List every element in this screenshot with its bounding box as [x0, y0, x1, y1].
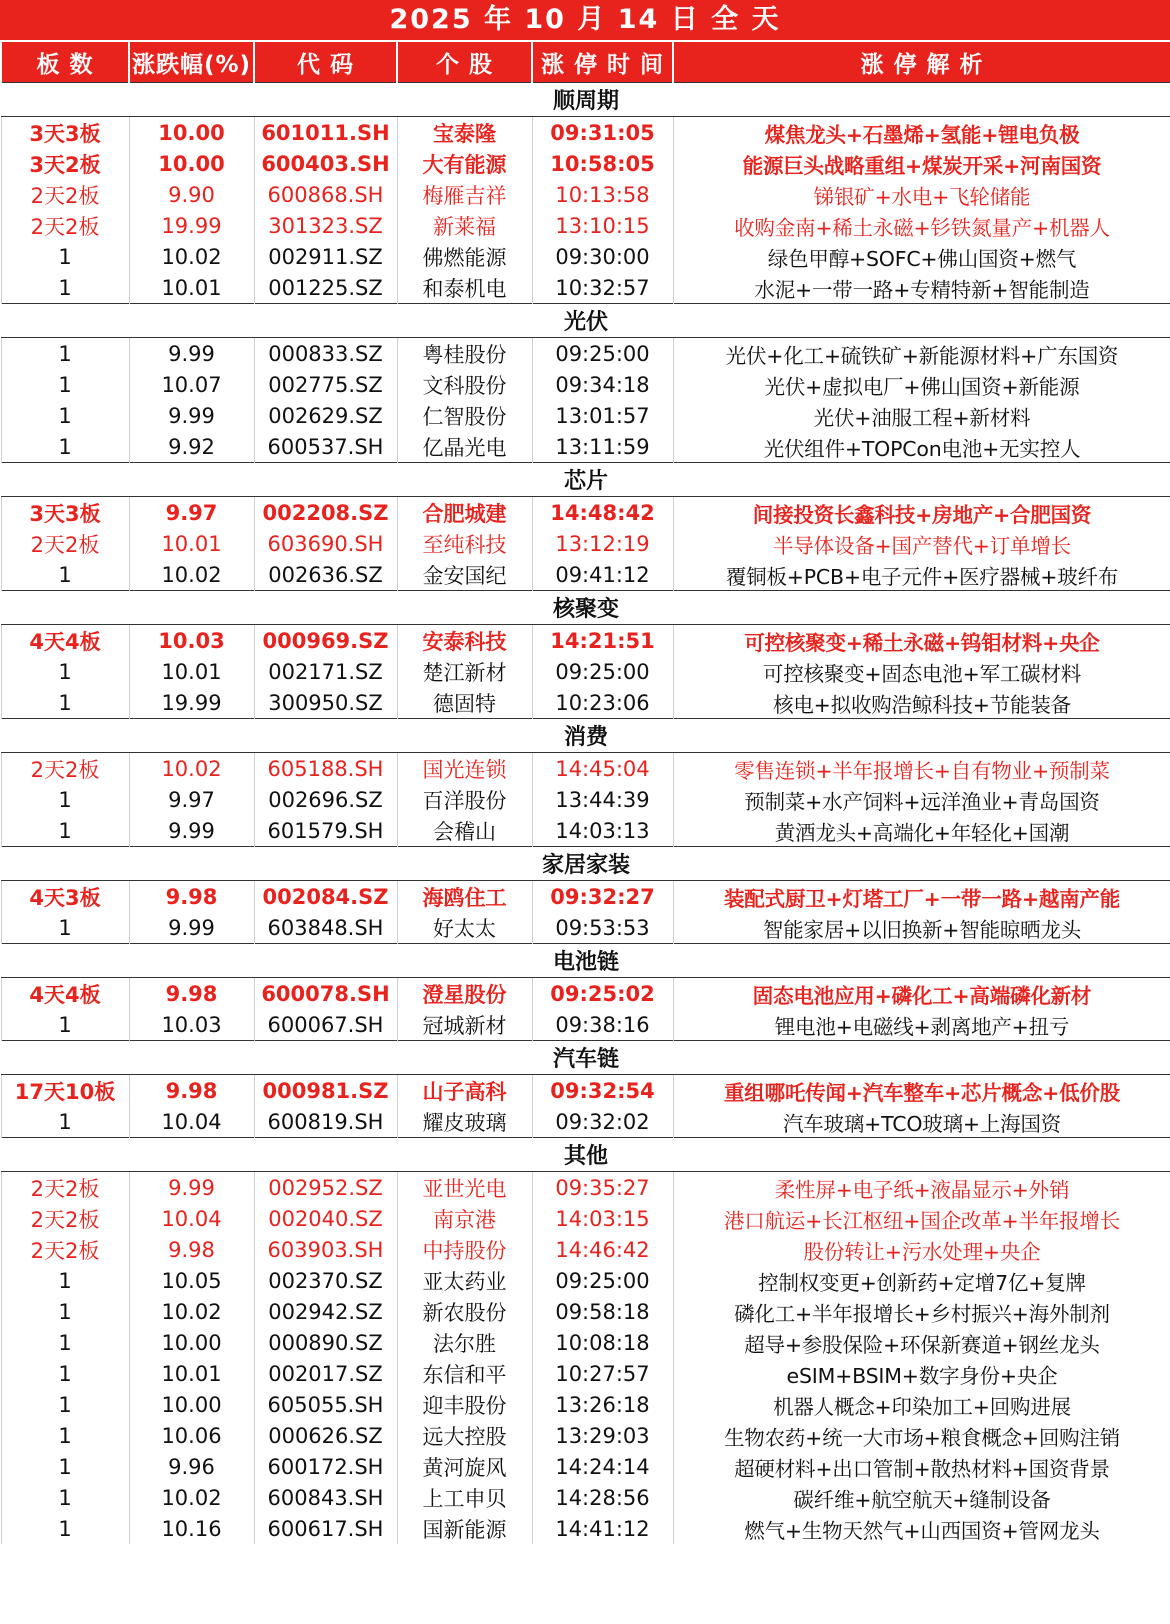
table-row	[1, 148, 1170, 179]
limit-time-cell: 09:53:53	[532, 912, 673, 944]
table-row	[1, 497, 1170, 529]
table-row	[1, 400, 1170, 431]
limit-time-cell: 10:08:18	[532, 1327, 673, 1358]
stock-code-cell: 000626.SZ	[254, 1420, 397, 1451]
limit-time-cell: 14:41:12	[532, 1513, 673, 1544]
analysis-cell: eSIM+BSIM+数字身份+央企	[673, 1358, 1170, 1389]
analysis-cell: 半导体设备+国产替代+订单增长	[673, 528, 1170, 559]
change-pct-cell: 19.99	[129, 687, 254, 719]
stock-code-cell: 605188.SH	[254, 753, 397, 785]
table-row	[1, 656, 1170, 687]
board-count-cell: 1	[1, 272, 129, 304]
limit-time-cell: 09:32:54	[532, 1075, 673, 1107]
board-count-cell: 4天4板	[1, 978, 129, 1010]
stock-code-cell: 000833.SZ	[254, 338, 397, 370]
analysis-cell: 柔性屏+电子纸+液晶显示+外销	[673, 1172, 1170, 1204]
limit-time-cell: 13:10:15	[532, 210, 673, 241]
change-pct-cell: 10.01	[129, 272, 254, 304]
table-row	[1, 1075, 1170, 1107]
sheet-title: 2025 年 10 月 14 日 全 天	[0, 0, 1170, 42]
section-title: 其他	[1, 1138, 1170, 1172]
table-body	[1, 83, 1170, 1545]
change-pct-cell: 10.02	[129, 1482, 254, 1513]
section-row	[1, 944, 1170, 978]
stock-name-cell: 新农股份	[397, 1296, 532, 1327]
analysis-cell: 可控核聚变+稀土永磁+钨钼材料+央企	[673, 625, 1170, 657]
table-row	[1, 912, 1170, 944]
board-count-cell: 1	[1, 559, 129, 591]
analysis-cell: 预制菜+水产饲料+远洋渔业+青岛国资	[673, 784, 1170, 815]
limit-time-cell: 13:26:18	[532, 1389, 673, 1420]
stock-code-cell: 002636.SZ	[254, 559, 397, 591]
change-pct-cell: 9.99	[129, 815, 254, 847]
limit-time-cell: 10:13:58	[532, 179, 673, 210]
stock-name-cell: 亿晶光电	[397, 431, 532, 463]
table-row	[1, 1482, 1170, 1513]
header-limit-time: 涨 停 时 间	[532, 42, 673, 83]
stock-name-cell: 澄星股份	[397, 978, 532, 1010]
stock-code-cell: 002629.SZ	[254, 400, 397, 431]
stock-name-cell: 粤桂股份	[397, 338, 532, 370]
change-pct-cell: 9.98	[129, 1075, 254, 1107]
stock-code-cell: 600078.SH	[254, 978, 397, 1010]
board-count-cell: 3天3板	[1, 117, 129, 149]
limit-time-cell: 14:48:42	[532, 497, 673, 529]
section-title: 核聚变	[1, 591, 1170, 625]
stock-code-cell: 601011.SH	[254, 117, 397, 149]
stock-code-cell: 600617.SH	[254, 1513, 397, 1544]
stock-name-cell: 安泰科技	[397, 625, 532, 657]
stock-code-cell: 605055.SH	[254, 1389, 397, 1420]
header-analysis: 涨 停 解 析	[673, 42, 1170, 83]
stock-name-cell: 德固特	[397, 687, 532, 719]
table-row	[1, 272, 1170, 304]
change-pct-cell: 10.07	[129, 369, 254, 400]
change-pct-cell: 9.99	[129, 338, 254, 370]
analysis-cell: 港口航运+长江枢纽+国企改革+半年报增长	[673, 1203, 1170, 1234]
analysis-cell: 可控核聚变+固态电池+军工碳材料	[673, 656, 1170, 687]
change-pct-cell: 10.00	[129, 148, 254, 179]
stock-name-cell: 好太太	[397, 912, 532, 944]
change-pct-cell: 9.99	[129, 1172, 254, 1204]
section-title: 芯片	[1, 463, 1170, 497]
analysis-cell: 间接投资长鑫科技+房地产+合肥国资	[673, 497, 1170, 529]
change-pct-cell: 19.99	[129, 210, 254, 241]
board-count-cell: 1	[1, 912, 129, 944]
limit-up-table	[0, 42, 1170, 1544]
stock-code-cell: 000969.SZ	[254, 625, 397, 657]
limit-time-cell: 14:24:14	[532, 1451, 673, 1482]
analysis-cell: 锑银矿+水电+飞轮储能	[673, 179, 1170, 210]
stock-name-cell: 上工申贝	[397, 1482, 532, 1513]
change-pct-cell: 9.99	[129, 912, 254, 944]
analysis-cell: 光伏组件+TOPCon电池+无实控人	[673, 431, 1170, 463]
analysis-cell: 燃气+生物天然气+山西国资+管网龙头	[673, 1513, 1170, 1544]
change-pct-cell: 9.99	[129, 400, 254, 431]
limit-time-cell: 09:25:02	[532, 978, 673, 1010]
change-pct-cell: 9.90	[129, 179, 254, 210]
stock-code-cell: 002171.SZ	[254, 656, 397, 687]
board-count-cell: 1	[1, 1106, 129, 1138]
section-row	[1, 463, 1170, 497]
change-pct-cell: 10.01	[129, 528, 254, 559]
analysis-cell: 智能家居+以旧换新+智能晾晒龙头	[673, 912, 1170, 944]
board-count-cell: 1	[1, 687, 129, 719]
analysis-cell: 控制权变更+创新药+定增7亿+复牌	[673, 1265, 1170, 1296]
change-pct-cell: 10.02	[129, 753, 254, 785]
stock-code-cell: 601579.SH	[254, 815, 397, 847]
change-pct-cell: 10.00	[129, 1389, 254, 1420]
change-pct-cell: 9.92	[129, 431, 254, 463]
board-count-cell: 4天4板	[1, 625, 129, 657]
stock-name-cell: 和泰机电	[397, 272, 532, 304]
stock-code-cell: 002911.SZ	[254, 241, 397, 272]
analysis-cell: 装配式厨卫+灯塔工厂+一带一路+越南产能	[673, 881, 1170, 913]
section-title: 汽车链	[1, 1041, 1170, 1075]
limit-time-cell: 13:29:03	[532, 1420, 673, 1451]
board-count-cell: 1	[1, 1513, 129, 1544]
stock-code-cell: 000981.SZ	[254, 1075, 397, 1107]
table-row	[1, 1234, 1170, 1265]
table-row	[1, 625, 1170, 657]
limit-time-cell: 14:21:51	[532, 625, 673, 657]
limit-time-cell: 09:25:00	[532, 656, 673, 687]
table-row	[1, 559, 1170, 591]
stock-name-cell: 耀皮玻璃	[397, 1106, 532, 1138]
table-row	[1, 1327, 1170, 1358]
board-count-cell: 1	[1, 1389, 129, 1420]
stock-code-cell: 600067.SH	[254, 1009, 397, 1041]
stock-name-cell: 宝泰隆	[397, 117, 532, 149]
board-count-cell: 17天10板	[1, 1075, 129, 1107]
analysis-cell: 煤焦龙头+石墨烯+氢能+锂电负极	[673, 117, 1170, 149]
analysis-cell: 锂电池+电磁线+剥离地产+扭亏	[673, 1009, 1170, 1041]
limit-time-cell: 14:28:56	[532, 1482, 673, 1513]
limit-time-cell: 10:32:57	[532, 272, 673, 304]
section-title: 电池链	[1, 944, 1170, 978]
change-pct-cell: 10.06	[129, 1420, 254, 1451]
analysis-cell: 收购金南+稀土永磁+钐铁氮量产+机器人	[673, 210, 1170, 241]
limit-time-cell: 13:44:39	[532, 784, 673, 815]
analysis-cell: 机器人概念+印染加工+回购进展	[673, 1389, 1170, 1420]
limit-time-cell: 09:34:18	[532, 369, 673, 400]
table-row	[1, 1106, 1170, 1138]
stock-name-cell: 新莱福	[397, 210, 532, 241]
section-title: 家居家装	[1, 847, 1170, 881]
change-pct-cell: 10.16	[129, 1513, 254, 1544]
board-count-cell: 2天2板	[1, 1172, 129, 1204]
table-row	[1, 1358, 1170, 1389]
board-count-cell: 1	[1, 1420, 129, 1451]
stock-name-cell: 黄河旋风	[397, 1451, 532, 1482]
section-row	[1, 591, 1170, 625]
section-title: 光伏	[1, 304, 1170, 338]
board-count-cell: 2天2板	[1, 210, 129, 241]
change-pct-cell: 9.98	[129, 1234, 254, 1265]
stock-code-cell: 002370.SZ	[254, 1265, 397, 1296]
change-pct-cell: 10.02	[129, 559, 254, 591]
stock-code-cell: 002942.SZ	[254, 1296, 397, 1327]
limit-time-cell: 13:11:59	[532, 431, 673, 463]
table-row	[1, 1296, 1170, 1327]
board-count-cell: 2天2板	[1, 753, 129, 785]
limit-time-cell: 10:58:05	[532, 148, 673, 179]
stock-name-cell: 楚江新材	[397, 656, 532, 687]
limit-time-cell: 09:25:00	[532, 1265, 673, 1296]
change-pct-cell: 10.05	[129, 1265, 254, 1296]
section-row	[1, 719, 1170, 753]
analysis-cell: 固态电池应用+磷化工+高端磷化新材	[673, 978, 1170, 1010]
stock-code-cell: 301323.SZ	[254, 210, 397, 241]
table-row	[1, 241, 1170, 272]
table-row	[1, 784, 1170, 815]
change-pct-cell: 10.04	[129, 1203, 254, 1234]
change-pct-cell: 10.03	[129, 625, 254, 657]
change-pct-cell: 9.98	[129, 881, 254, 913]
analysis-cell: 磷化工+半年报增长+乡村振兴+海外制剂	[673, 1296, 1170, 1327]
stock-name-cell: 国新能源	[397, 1513, 532, 1544]
stock-name-cell: 大有能源	[397, 148, 532, 179]
analysis-cell: 汽车玻璃+TCO玻璃+上海国资	[673, 1106, 1170, 1138]
analysis-cell: 光伏+虚拟电厂+佛山国资+新能源	[673, 369, 1170, 400]
stock-code-cell: 002208.SZ	[254, 497, 397, 529]
stock-code-cell: 600403.SH	[254, 148, 397, 179]
change-pct-cell: 10.01	[129, 656, 254, 687]
table-row	[1, 338, 1170, 370]
stock-name-cell: 文科股份	[397, 369, 532, 400]
board-count-cell: 1	[1, 1265, 129, 1296]
analysis-cell: 生物农药+统一大市场+粮食概念+回购注销	[673, 1420, 1170, 1451]
table-row	[1, 978, 1170, 1010]
change-pct-cell: 10.02	[129, 1296, 254, 1327]
limit-time-cell: 09:25:00	[532, 338, 673, 370]
limit-time-cell: 09:38:16	[532, 1009, 673, 1041]
analysis-cell: 能源巨头战略重组+煤炭开采+河南国资	[673, 148, 1170, 179]
change-pct-cell: 10.00	[129, 117, 254, 149]
header-board-count: 板 数	[1, 42, 129, 83]
limit-time-cell: 09:32:02	[532, 1106, 673, 1138]
change-pct-cell: 9.96	[129, 1451, 254, 1482]
table-row	[1, 431, 1170, 463]
stock-name-cell: 亚太药业	[397, 1265, 532, 1296]
stock-name-cell: 至纯科技	[397, 528, 532, 559]
board-count-cell: 2天2板	[1, 1234, 129, 1265]
stock-code-cell: 600172.SH	[254, 1451, 397, 1482]
board-count-cell: 1	[1, 338, 129, 370]
board-count-cell: 1	[1, 1358, 129, 1389]
board-count-cell: 1	[1, 400, 129, 431]
table-row	[1, 687, 1170, 719]
stock-name-cell: 海鸥住工	[397, 881, 532, 913]
stock-code-cell: 603848.SH	[254, 912, 397, 944]
table-row	[1, 1172, 1170, 1204]
change-pct-cell: 9.97	[129, 497, 254, 529]
section-row	[1, 1138, 1170, 1172]
board-count-cell: 1	[1, 1327, 129, 1358]
stock-code-cell: 600537.SH	[254, 431, 397, 463]
limit-time-cell: 14:03:15	[532, 1203, 673, 1234]
table-row	[1, 1451, 1170, 1482]
analysis-cell: 光伏+化工+硫铁矿+新能源材料+广东国资	[673, 338, 1170, 370]
limit-time-cell: 09:32:27	[532, 881, 673, 913]
stock-name-cell: 东信和平	[397, 1358, 532, 1389]
board-count-cell: 1	[1, 784, 129, 815]
stock-code-cell: 603690.SH	[254, 528, 397, 559]
limit-time-cell: 09:41:12	[532, 559, 673, 591]
table-row	[1, 1513, 1170, 1544]
section-title: 消费	[1, 719, 1170, 753]
stock-name-cell: 亚世光电	[397, 1172, 532, 1204]
stock-name-cell: 山子高科	[397, 1075, 532, 1107]
limit-time-cell: 09:35:27	[532, 1172, 673, 1204]
board-count-cell: 2天2板	[1, 528, 129, 559]
stock-code-cell: 002952.SZ	[254, 1172, 397, 1204]
change-pct-cell: 10.01	[129, 1358, 254, 1389]
stock-name-cell: 合肥城建	[397, 497, 532, 529]
stock-code-cell: 603903.SH	[254, 1234, 397, 1265]
table-row	[1, 528, 1170, 559]
board-count-cell: 2天2板	[1, 179, 129, 210]
board-count-cell: 1	[1, 1296, 129, 1327]
table-row	[1, 1420, 1170, 1451]
table-row	[1, 1203, 1170, 1234]
stock-name-cell: 梅雁吉祥	[397, 179, 532, 210]
board-count-cell: 3天3板	[1, 497, 129, 529]
limit-time-cell: 10:23:06	[532, 687, 673, 719]
stock-name-cell: 仁智股份	[397, 400, 532, 431]
table-row	[1, 369, 1170, 400]
table-row	[1, 1389, 1170, 1420]
limit-time-cell: 09:31:05	[532, 117, 673, 149]
change-pct-cell: 10.03	[129, 1009, 254, 1041]
limit-time-cell: 14:45:04	[532, 753, 673, 785]
table-row	[1, 179, 1170, 210]
analysis-cell: 覆铜板+PCB+电子元件+医疗器械+玻纤布	[673, 559, 1170, 591]
stock-code-cell: 600843.SH	[254, 1482, 397, 1513]
header-change-pct: 涨跌幅(%)	[129, 42, 254, 83]
stock-name-cell: 法尔胜	[397, 1327, 532, 1358]
analysis-cell: 黄酒龙头+高端化+年轻化+国潮	[673, 815, 1170, 847]
table-row	[1, 753, 1170, 785]
limit-time-cell: 14:46:42	[532, 1234, 673, 1265]
section-title: 顺周期	[1, 83, 1170, 117]
analysis-cell: 超导+参股保险+环保新赛道+钢丝龙头	[673, 1327, 1170, 1358]
stock-name-cell: 冠城新材	[397, 1009, 532, 1041]
stock-code-cell: 002040.SZ	[254, 1203, 397, 1234]
change-pct-cell: 10.00	[129, 1327, 254, 1358]
analysis-cell: 绿色甲醇+SOFC+佛山国资+燃气	[673, 241, 1170, 272]
analysis-cell: 股份转让+污水处理+央企	[673, 1234, 1170, 1265]
header-row	[1, 42, 1170, 83]
section-row	[1, 847, 1170, 881]
section-row	[1, 83, 1170, 117]
stock-code-cell: 002775.SZ	[254, 369, 397, 400]
stock-name-cell: 佛燃能源	[397, 241, 532, 272]
analysis-cell: 碳纤维+航空航天+缝制设备	[673, 1482, 1170, 1513]
stock-code-cell: 300950.SZ	[254, 687, 397, 719]
stock-name-cell: 远大控股	[397, 1420, 532, 1451]
limit-time-cell: 13:12:19	[532, 528, 673, 559]
analysis-cell: 光伏+油服工程+新材料	[673, 400, 1170, 431]
board-count-cell: 1	[1, 1451, 129, 1482]
header-stock: 个 股	[397, 42, 532, 83]
table-row	[1, 210, 1170, 241]
analysis-cell: 水泥+一带一路+专精特新+智能制造	[673, 272, 1170, 304]
analysis-cell: 重组哪吒传闻+汽车整车+芯片概念+低价股	[673, 1075, 1170, 1107]
board-count-cell: 4天3板	[1, 881, 129, 913]
board-count-cell: 3天2板	[1, 148, 129, 179]
board-count-cell: 1	[1, 1009, 129, 1041]
stock-code-cell: 002017.SZ	[254, 1358, 397, 1389]
stock-name-cell: 金安国纪	[397, 559, 532, 591]
table-row	[1, 815, 1170, 847]
change-pct-cell: 9.98	[129, 978, 254, 1010]
analysis-cell: 核电+拟收购浩鲸科技+节能装备	[673, 687, 1170, 719]
limit-time-cell: 13:01:57	[532, 400, 673, 431]
board-count-cell: 1	[1, 369, 129, 400]
change-pct-cell: 10.04	[129, 1106, 254, 1138]
board-count-cell: 1	[1, 1482, 129, 1513]
analysis-cell: 超硬材料+出口管制+散热材料+国资背景	[673, 1451, 1170, 1482]
table-row	[1, 117, 1170, 149]
limit-time-cell: 10:27:57	[532, 1358, 673, 1389]
board-count-cell: 2天2板	[1, 1203, 129, 1234]
board-count-cell: 1	[1, 656, 129, 687]
limit-time-cell: 14:03:13	[532, 815, 673, 847]
table-row	[1, 881, 1170, 913]
analysis-cell: 零售连锁+半年报增长+自有物业+预制菜	[673, 753, 1170, 785]
stock-name-cell: 百洋股份	[397, 784, 532, 815]
section-row	[1, 304, 1170, 338]
table-row	[1, 1265, 1170, 1296]
board-count-cell: 1	[1, 241, 129, 272]
section-row	[1, 1041, 1170, 1075]
change-pct-cell: 9.97	[129, 784, 254, 815]
stock-name-cell: 中持股份	[397, 1234, 532, 1265]
stock-name-cell: 会稽山	[397, 815, 532, 847]
stock-code-cell: 002084.SZ	[254, 881, 397, 913]
board-count-cell: 1	[1, 431, 129, 463]
stock-code-cell: 001225.SZ	[254, 272, 397, 304]
limit-time-cell: 09:58:18	[532, 1296, 673, 1327]
stock-code-cell: 000890.SZ	[254, 1327, 397, 1358]
stock-name-cell: 国光连锁	[397, 753, 532, 785]
header-code: 代 码	[254, 42, 397, 83]
table-row	[1, 1009, 1170, 1041]
stock-name-cell: 南京港	[397, 1203, 532, 1234]
stock-code-cell: 600819.SH	[254, 1106, 397, 1138]
stock-name-cell: 迎丰股份	[397, 1389, 532, 1420]
board-count-cell: 1	[1, 815, 129, 847]
stock-code-cell: 002696.SZ	[254, 784, 397, 815]
limit-time-cell: 09:30:00	[532, 241, 673, 272]
change-pct-cell: 10.02	[129, 241, 254, 272]
stock-code-cell: 600868.SH	[254, 179, 397, 210]
